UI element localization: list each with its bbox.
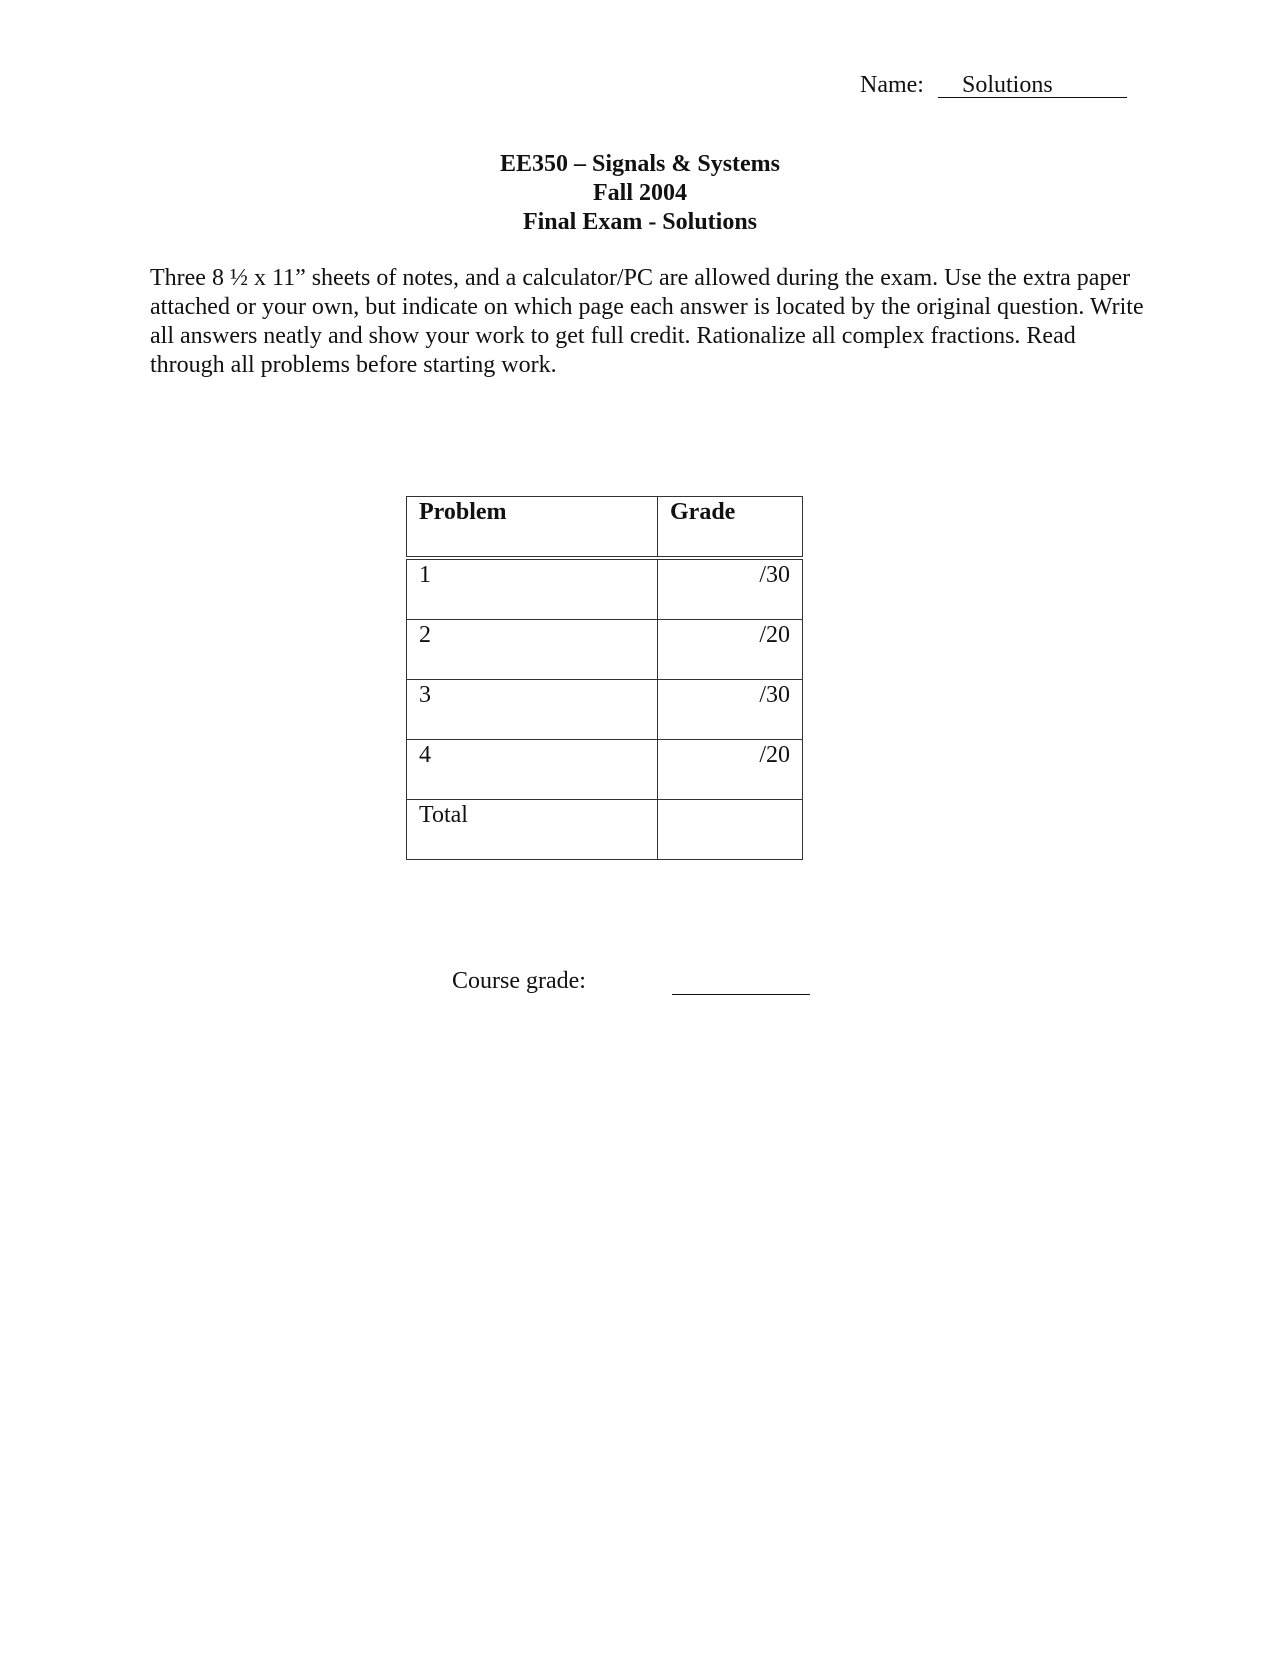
exam-title-block [0,150,1280,237]
grade-cell: /20 [658,740,803,800]
table-row-total [407,800,803,860]
problem-cell: 4 [407,740,658,800]
course-title: EE350 – Signals & Systems [499,151,781,177]
instructions-paragraph: Three 8 ½ x 11” sheets of notes, and a calculator/PC are allowed during the exam. Use the extra paper attached or your own, but indicate on which page each answer is located by the original question. Write all answers neatly and show your work to get full credit. Rationalize all complex fractions. Read through all problems before starting work. [150,265,1144,378]
problem-cell: 2 [407,620,658,680]
table-row [407,740,803,800]
grade-table [406,496,803,860]
grade-cell: /30 [658,680,803,740]
course-grade-blank [672,970,810,995]
grade-cell: /20 [658,620,803,680]
header-grade: Grade [658,497,803,559]
name-field [938,73,1127,98]
grade-cell [658,800,803,860]
header-problem: Problem [407,497,658,559]
grade-table-header-row [407,497,803,559]
course-grade-line [452,968,810,995]
course-grade-label: Course grade: [452,968,586,994]
problem-cell: 3 [407,680,658,740]
exam-title: Final Exam - Solutions [522,209,758,235]
table-row [407,620,803,680]
name-value: Solutions [961,72,1053,98]
name-label: Name: [860,72,924,98]
problem-cell: 1 [407,558,658,620]
name-line [860,72,1127,99]
term-title: Fall 2004 [593,180,687,206]
table-row [407,558,803,620]
problem-cell: Total [407,800,658,860]
grade-cell: /30 [658,558,803,620]
table-row [407,680,803,740]
